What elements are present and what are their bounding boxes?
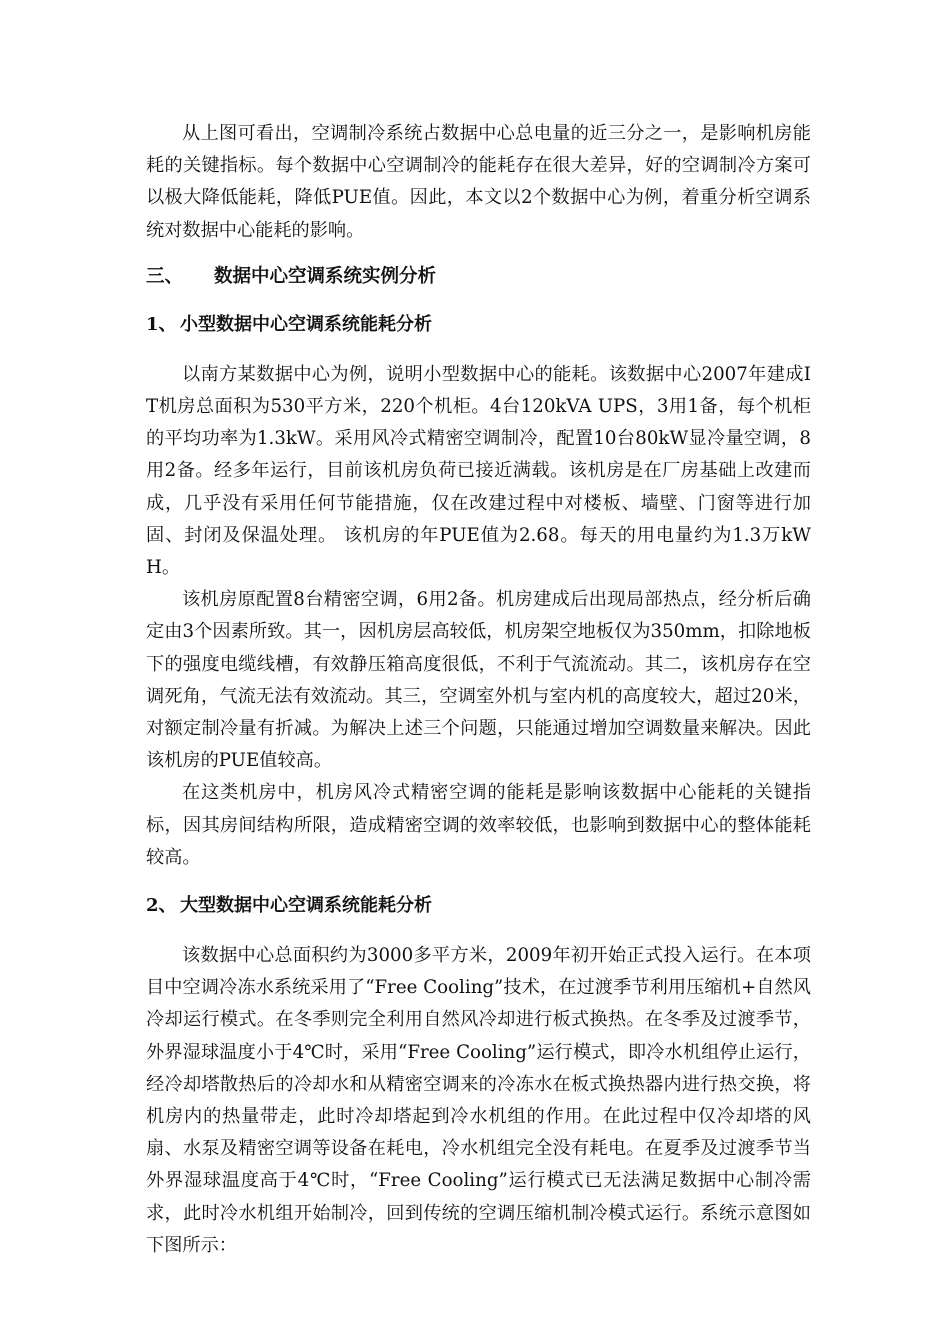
section-heading bbox=[146, 261, 811, 293]
subsection-title: 大型数据中心空调系统能耗分析 bbox=[180, 895, 432, 917]
subsection-number: 1、 bbox=[146, 313, 177, 335]
section-number: 三、 bbox=[146, 265, 184, 287]
subsection-title: 小型数据中心空调系统能耗分析 bbox=[180, 313, 432, 335]
body-paragraph: 以南方某数据中心为例，说明小型数据中心的能耗。该数据中心2007年建成IT机房总面积为530平方米，220个机柜。4台120kVA UPS，3用1备，每个机柜的平均功率为1.3kW。采用风冷式精密空调制冷，配置10台80kW显冷量空调，8用2备。经多年运行，目前该机房负荷已接近满载。该机房是在厂房基础上改建而成，几乎没有采用任何节能措施，仅在改建过程中对楼板、墙壁、门窗等进行加固、封闭及保温处理。 该机房的年PUE值为2.68。每天的用电量约为1.3万kWH。 bbox=[146, 363, 811, 579]
intro-paragraph: 从上图可看出，空调制冷系统占数据中心总电量的近三分之一，是影响机房能耗的关键指标。每个数据中心空调制冷的能耗存在很大差异，好的空调制冷方案可以极大降低能耗，降低PUE值。因此，本文以2个数据中心为例，着重分析空调系统对数据中心能耗的影响。 bbox=[146, 123, 811, 241]
section-title: 数据中心空调系统实例分析 bbox=[214, 265, 437, 287]
subsection-heading-2 bbox=[146, 890, 811, 922]
body-paragraph: 在这类机房中，机房风冷式精密空调的能耗是影响该数据中心能耗的关键指标，因其房间结构所限，造成精密空调的效率较低，也影响到数据中心的整体能耗较高。 bbox=[146, 782, 811, 868]
subsection-number: 2、 bbox=[146, 895, 177, 917]
body-paragraph: 该机房原配置8台精密空调，6用2备。机房建成后出现局部热点，经分析后确定由3个因素所致。其一，因机房层高较低，机房架空地板仅为350mm，扣除地板下的强度电缆线槽，有效静压箱高度很低，不利于气流流动。其二，该机房存在空调死角，气流无法有效流动。其三，空调室外机与室内机的高度较大，超过20米，对额定制冷量有折减。为解决上述三个问题，只能通过增加空调数量来解决。因此该机房的PUE值较高。 bbox=[146, 589, 811, 772]
subsection-heading-1 bbox=[146, 309, 811, 341]
body-paragraph: 该数据中心总面积约为3000多平方米，2009年初开始正式投入运行。在本项目中空调冷冻水系统采用了“Free Cooling”技术，在过渡季节利用压缩机+自然风冷却运行模式。在冬季则完全利用自然风冷却进行板式换热。在冬季及过渡季节，外界湿球温度小于4℃时，采用“Free Cooling”运行模式，即冷水机组停止运行，经冷却塔散热后的冷却水和从精密空调来的冷冻水在板式换热器内进行热交换，将机房内的热量带走，此时冷却塔起到冷水机组的作用。在此过程中仅冷却塔的风扇、水泵及精密空调等设备在耗电，冷水机组完全没有耗电。在夏季及过渡季节当外界湿球温度高于4℃时，“Free Cooling”运行模式已无法满足数据中心制冷需求，此时冷水机组开始制冷，回到传统的空调压缩机制冷模式运行。系统示意图如下图所示： bbox=[146, 945, 811, 1256]
document-body bbox=[146, 118, 811, 1262]
